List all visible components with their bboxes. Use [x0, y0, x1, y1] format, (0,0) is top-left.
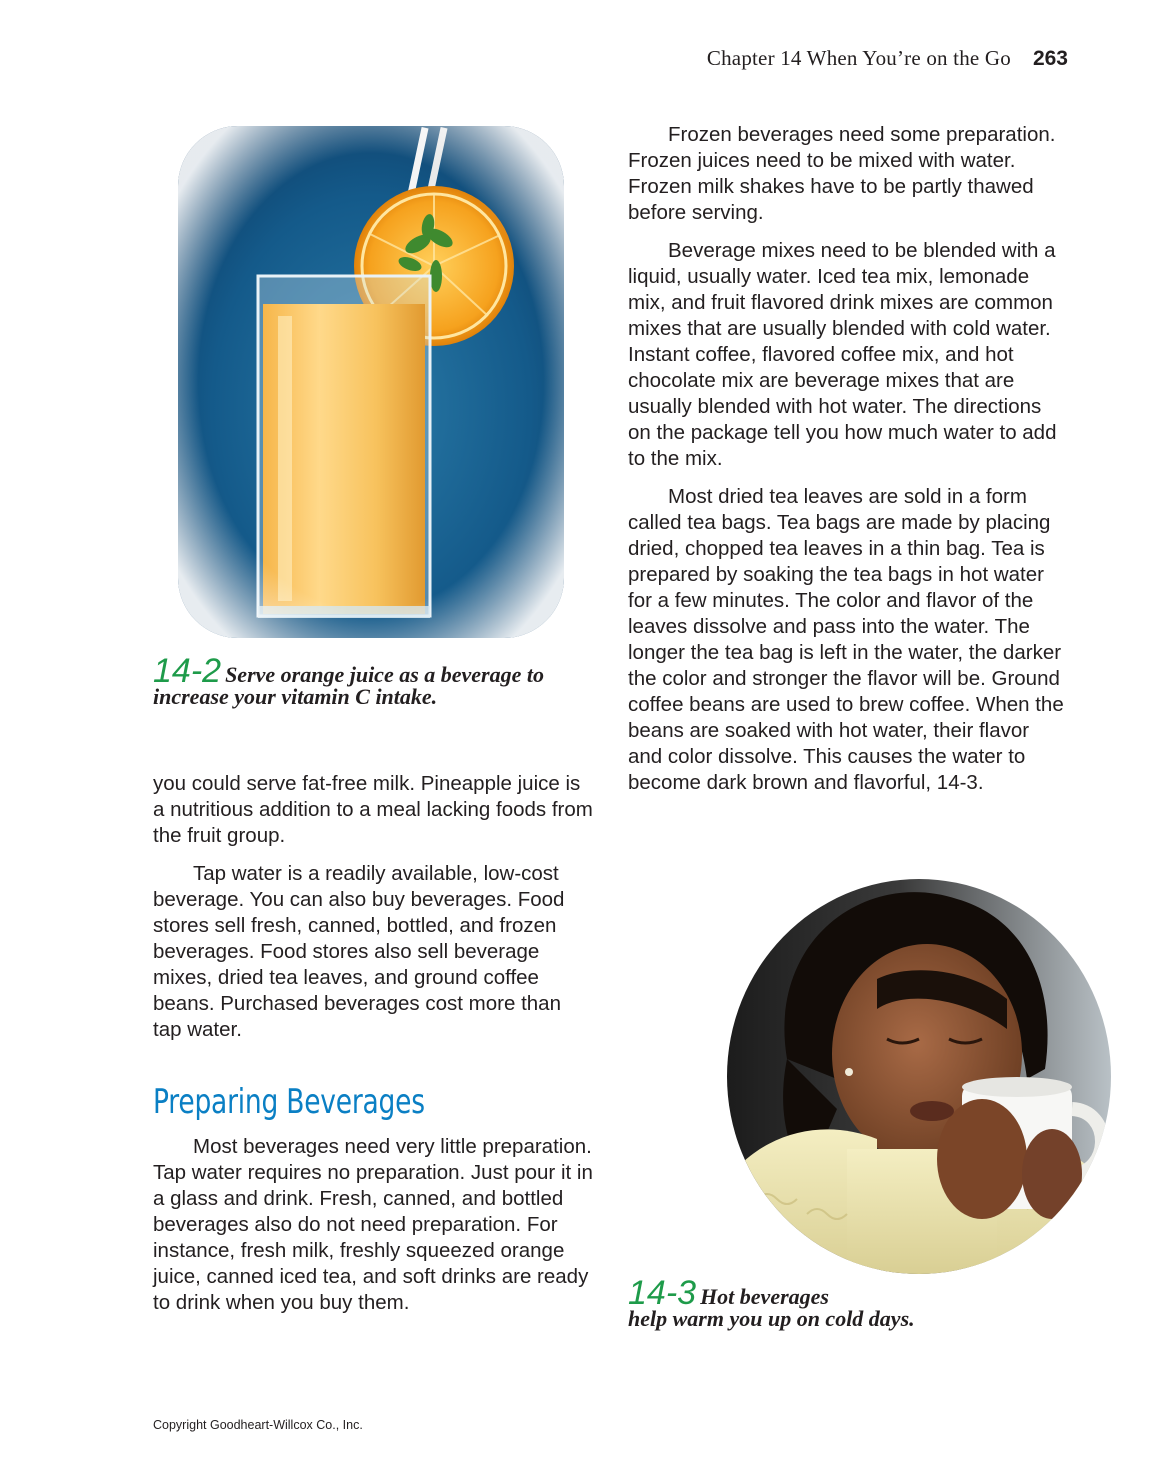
left-column-bottom	[153, 1134, 593, 1316]
hot-beverage-photo	[727, 879, 1111, 1274]
section-heading: Preparing Beverages	[153, 1082, 425, 1122]
left-paragraph-3: Most beverages need very little preparation. Tap water requires no preparation. Just pour it in a glass and drink. Fresh, canned, and bottled beverages also do not need preparation. For instance, fresh milk, freshly squeezed orange juice, canned iced tea, and soft drinks are ready to drink when you buy them.	[153, 1135, 593, 1314]
left-column-top	[153, 771, 593, 1043]
page-number: 263	[1032, 47, 1068, 70]
left-paragraph-2: Tap water is a readily available, low-cost beverage. You can also buy beverages. Food stores sell fresh, canned, bottled, and frozen beverages. Food stores also sell beverage mixes, dried tea leaves, and ground coffee beans. Purchased beverages cost more than tap water.	[153, 862, 565, 1041]
figure-14-3-caption	[628, 1274, 1068, 1331]
figure-14-2-caption	[153, 652, 593, 709]
woman-drinking-illustration	[727, 879, 1111, 1274]
right-column	[628, 122, 1068, 796]
figure-14-2-text: Serve orange juice as a beverage to increase your vitamin C intake.	[153, 662, 544, 709]
running-head	[707, 46, 1068, 71]
figure-14-3-number: 14-3	[628, 1274, 697, 1312]
figure-14-2-number: 14-2	[153, 652, 222, 690]
right-paragraph-2: Beverage mixes need to be blended with a liquid, usually water. Iced tea mix, lemonade mix, and fruit flavored drink mixes are common mixes that are usually blended with cold water. Instant coffee, flavored coffee mix, and hot chocolate mix are beverage mixes that are usually blended with hot water. The directions on the package tell you how much water to add to the mix.	[628, 239, 1057, 470]
orange-juice-photo	[178, 126, 564, 638]
copyright-notice: Copyright Goodheart-Willcox Co., Inc.	[153, 1418, 363, 1432]
chapter-title: Chapter 14 When You’re on the Go	[706, 46, 1011, 70]
figure-14-3-text-line2: help warm you up on cold days.	[628, 1306, 915, 1331]
right-paragraph-1: Frozen beverages need some preparation. Frozen juices need to be mixed with water. Frozen milk shakes have to be partly thawed before serving.	[628, 123, 1056, 224]
left-paragraph-1: you could serve fat-free milk. Pineapple juice is a nutritious addition to a meal lacking foods from the fruit group.	[153, 772, 593, 847]
right-paragraph-3: Most dried tea leaves are sold in a form called tea bags. Tea bags are made by placing dried, chopped tea leaves in a thin bag. Tea is prepared by soaking the tea bags in hot water for a few minutes. The color and flavor of the leaves dissolve and pass into the water. The longer the tea bag is left in the water, the darker the color and stronger the flavor will be. Ground coffee beans are used to brew coffee. When the beans are soaked with hot water, their flavor and color dissolve. This causes the water to become dark brown and flavorful, 14-3.	[628, 485, 1064, 794]
figure-14-3-text-line1: Hot beverages	[700, 1284, 829, 1309]
orange-juice-illustration	[178, 126, 564, 638]
